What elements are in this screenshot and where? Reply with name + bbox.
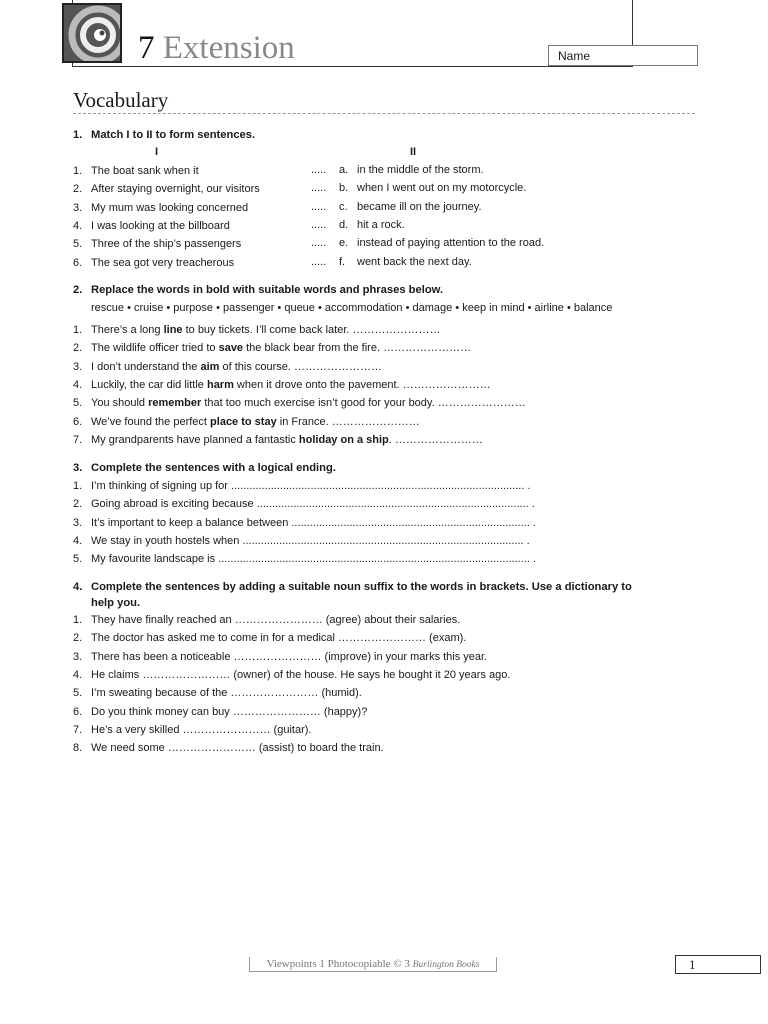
option-text: in the middle of the storm. (357, 164, 484, 176)
item-number: 3. (73, 201, 83, 214)
option-text: instead of paying attention to the road. (357, 237, 545, 250)
item-text: It’s important to keep a balance between .............................................................................. . (91, 516, 536, 529)
ex4-item (73, 722, 311, 738)
item-text: My mum was looking concerned (91, 201, 249, 214)
ex2-item (73, 340, 471, 356)
answer-dots: ..... (311, 218, 327, 231)
ex2-item (73, 432, 483, 448)
item-text-a: My grandparents have planned a fantastic (91, 433, 299, 446)
item-number: 1. (73, 480, 83, 492)
ex1-col-i: I (155, 146, 159, 158)
ex4-item (73, 740, 384, 756)
answer-dots: ..... (311, 200, 327, 213)
item-number: 4. (73, 534, 83, 547)
item-text: The sea got very treacherous (91, 256, 235, 269)
option-letter: d. (339, 218, 349, 231)
ex3-item (73, 478, 531, 494)
item-number: 1. (73, 614, 83, 626)
ex3-title: 3. Complete the sentences with a logical ending. (73, 462, 336, 474)
ex1-left-item (73, 255, 234, 271)
unit-word: Extension (162, 30, 295, 66)
answer-dots: ..... (311, 255, 327, 268)
item-number: 3. (73, 516, 83, 529)
ex3-item (73, 533, 530, 549)
item-text: Three of the ship’s passengers (91, 238, 242, 251)
answer-dots: ..... (311, 164, 327, 176)
item-number: 3. (73, 650, 83, 663)
ex2-item (73, 322, 441, 338)
item-number: 5. (73, 687, 83, 700)
option-letter: c. (339, 200, 348, 213)
item-number: 5. (73, 238, 83, 251)
ex1-left-item (73, 163, 199, 179)
unit-number: 7 (138, 30, 155, 66)
item-text: The doctor has asked me to come in for a medical …………………… (exam). (91, 632, 467, 645)
bold-word: remember (148, 397, 202, 410)
item-text-c: the black bear from the fire. …………………… (243, 342, 472, 355)
ex3-item (73, 551, 536, 567)
option-letter: b. (339, 182, 349, 195)
item-text-a: We’ve found the perfect (91, 415, 211, 428)
option-text: hit a rock. (357, 218, 405, 231)
item-text-a: You should (91, 397, 149, 410)
option-text: when I went out on my motorcycle. (357, 182, 527, 195)
item-text-a: Luckily, the car did little (91, 378, 207, 391)
item-text: We need some …………………… (assist) to board the train. (91, 742, 384, 755)
item-number: 2. (73, 183, 83, 196)
option-letter: f. (339, 255, 346, 268)
bold-word: place to stay (210, 415, 277, 428)
item-number: 8. (73, 742, 83, 755)
item-text-a: The wildlife officer tried to (91, 342, 219, 355)
item-number: 7. (73, 723, 83, 736)
item-text: I’m sweating because of the …………………… (humid). (91, 687, 362, 700)
item-number: 6. (73, 705, 83, 718)
item-text-c: of this course. …………………… (219, 360, 383, 373)
item-text-c: that too much exercise isn’t good for your body. …………………… (201, 397, 526, 410)
item-text: I’m thinking of signing up for ................................................................................................ . (91, 480, 531, 492)
word-bank: rescue • cruise • purpose • passenger • queue • accommodation • damage • keep in mind • airline • balance (91, 302, 613, 314)
item-number: 2. (73, 342, 83, 355)
item-number: 4. (73, 219, 83, 232)
item-number: 3. (73, 360, 83, 373)
ex1-left-item (73, 218, 230, 234)
bold-word: holiday on a ship (298, 433, 389, 446)
ex4-title: 4. Complete the sentences by adding a suitable noun suffix to the words in brackets. Use a dictionary to help you. (73, 581, 632, 609)
footer-copyright: © 3 (393, 958, 410, 970)
ex4-item (73, 685, 362, 701)
ex1-left-item (73, 200, 248, 216)
footer-credit (249, 957, 497, 972)
item-number: 7. (73, 433, 83, 446)
item-text: After staying overnight, our visitors (91, 183, 260, 196)
answer-dots: ..... (311, 237, 327, 250)
ex3-item (73, 496, 535, 512)
item-text: The boat sank when it (91, 165, 199, 177)
item-text-c: . …………………… (388, 433, 483, 446)
item-text-c: to buy tickets. I’ll come back later. …………………… (182, 324, 441, 336)
ex4-item (73, 704, 367, 720)
option-text: went back the next day. (357, 255, 472, 268)
bold-word: save (218, 342, 244, 355)
ex4-item (73, 612, 460, 628)
item-number: 1. (73, 165, 83, 177)
ex1-left-item (73, 181, 260, 197)
footer-publisher: Burlington Books (412, 960, 480, 970)
item-text-c: in France. …………………… (276, 415, 420, 428)
item-text-a: I don’t understand the (91, 360, 201, 373)
item-text: Going abroad is exciting because ......................................................................................... . (91, 498, 535, 511)
item-number: 2. (73, 632, 83, 645)
answer-dots: ..... (311, 182, 327, 195)
ex4-item (73, 667, 510, 683)
item-text: He’s a very skilled …………………… (guitar). (91, 723, 312, 736)
item-text: He claims …………………… (owner) of the house. He says he bought it 20 years ago. (91, 668, 511, 681)
item-number: 4. (73, 668, 83, 681)
option-letter: e. (339, 237, 349, 250)
ex2-item (73, 395, 526, 411)
section-title: Vocabulary (73, 88, 169, 112)
item-number: 5. (73, 397, 83, 410)
item-text: There has been a noticeable …………………… (improve) in your marks this year. (91, 650, 488, 663)
item-number: 6. (73, 415, 83, 428)
item-number: 2. (73, 498, 83, 511)
ex2-item (73, 359, 382, 375)
ex2-item (73, 377, 491, 393)
page-number: 1 (675, 955, 761, 974)
item-number: 5. (73, 553, 83, 566)
item-text: We stay in youth hostels when ............................................................................................ . (91, 534, 530, 547)
ex2-item (73, 414, 420, 430)
ex4-item (73, 630, 466, 646)
item-text-a: There’s a long (91, 324, 164, 336)
item-number: 6. (73, 256, 83, 269)
item-number: 1. (73, 324, 83, 336)
bold-word: harm (206, 378, 234, 391)
item-text: My favourite landscape is ...................................................................................................... . (91, 553, 537, 566)
option-letter: a. (339, 164, 349, 176)
bold-word: aim (200, 360, 220, 373)
item-number: 4. (73, 378, 83, 391)
ex1-left-item (73, 236, 241, 252)
ex4-item (73, 649, 487, 665)
footer-brand: Viewpoints 1 Photocopiable (266, 958, 391, 970)
name-label: Name (558, 49, 591, 63)
item-text: They have finally reached an …………………… (agree) about their salaries. (91, 614, 461, 626)
ex2-title: 2. Replace the words in bold with suitable words and phrases below. (73, 284, 444, 296)
item-text-c: when it drove onto the pavement. …………………… (233, 378, 491, 391)
option-text: became ill on the journey. (357, 200, 482, 213)
ex1-col-ii: II (410, 146, 417, 158)
ex1-title: 1. Match I to II to form sentences. (73, 129, 256, 141)
ex3-item (73, 515, 536, 531)
bold-word: line (163, 324, 183, 336)
item-text: I was looking at the billboard (91, 219, 230, 232)
item-text: Do you think money can buy …………………… (happy)? (91, 705, 368, 718)
